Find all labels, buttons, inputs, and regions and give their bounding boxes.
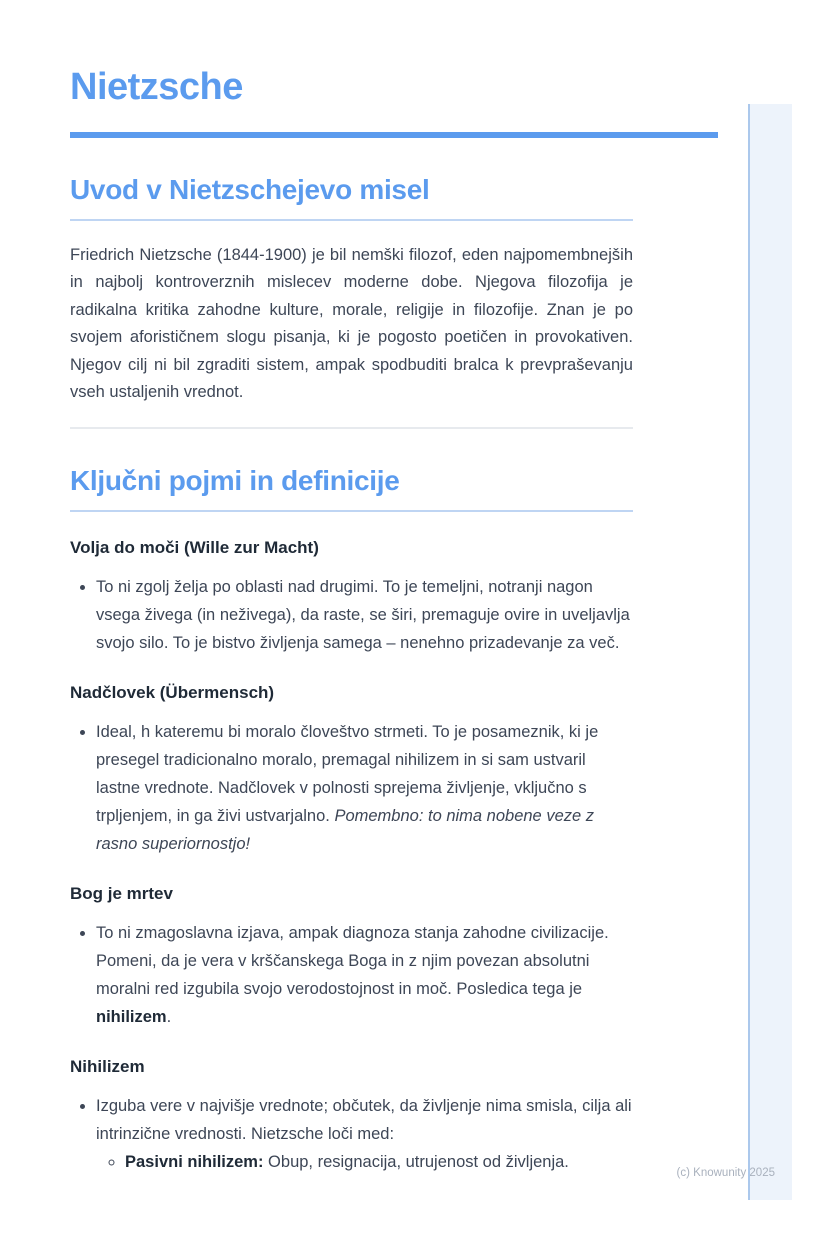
section-divider <box>70 427 633 429</box>
page-edge-strip <box>748 104 792 1200</box>
footer-copyright: (c) Knowunity 2025 <box>676 1167 775 1179</box>
term-heading-nihilizem: Nihilizem <box>70 1057 145 1077</box>
term-bullet-list <box>70 1092 633 1176</box>
intro-paragraph: Friedrich Nietzsche (1844-1900) je bil nemški filozof, eden najpomembnejših in najbolj kontroverznih mislecev moderne dobe. Njegova filozofija je radikalna kritika zahodne kulture, morale, religije in filozofije. Znan je po svojem aforističnem slogu pisanja, ki je pogosto poetičen in provokativen. Njegov cilj ni bil zgraditi sistem, ampak spodbuditi bralca k prevpraševanju vseh ustaljenih vrednot. <box>70 245 633 402</box>
document-content <box>70 66 633 1176</box>
bullet-item: • To ni zgolj želja po oblasti nad drugimi. To je temeljni, notranji nagon vsega živega (in neživega), da raste, se širi, premaguje ovire in uveljavlja svojo silo. To je bistvo življenja samega – nenehno prizadevanje za več. <box>96 573 633 657</box>
term-bullet-list <box>70 718 633 858</box>
sub-bullet-list <box>96 1148 633 1176</box>
bullet-item: • Ideal, h kateremu bi moralo človeštvo strmeti. To je posameznik, ki je presegel tradicionalno moralo, premagal nihilizem in si sam ustvaril lastne vrednote. Nadčlovek v polnosti sprejema življenje, vključno s trpljenjem, in ga živi ustvarjalno. Pomembno: to nima nobene veze z rasno superiornostjo! <box>96 718 633 858</box>
section-heading-intro: Uvod v Nietzschejevo misel <box>70 174 633 221</box>
title-rule <box>70 132 718 138</box>
term-heading-bog-je-mrtev: Bog je mrtev <box>70 884 173 904</box>
bullet-item: • To ni zmagoslavna izjava, ampak diagnoza stanja zahodne civilizacije. Pomeni, da je vera v krščanskega Boga in z njim povezan absolutni moralni red izgubila svojo verodostojnost in moč. Posledica tega je nihilizem. <box>96 919 633 1031</box>
section-heading-concepts: Ključni pojmi in definicije <box>70 465 633 512</box>
bullet-text: Izguba vere v najvišje vrednote; občutek, da življenje nima smisla, cilja ali intrinzične vrednosti. Nietzsche loči med: <box>96 1097 632 1144</box>
term-bullet-list <box>70 573 633 657</box>
bullet-item <box>96 1092 633 1176</box>
sub-bullet-item: ◦ Pasivni nihilizem: Obup, resignacija, utrujenost od življenja. <box>125 1148 633 1176</box>
term-heading-volja-do-moci: Volja do moči (Wille zur Macht) <box>70 538 319 558</box>
term-heading-nadclovek: Nadčlovek (Übermensch) <box>70 683 275 703</box>
term-bullet-list <box>70 919 633 1031</box>
page-title: Nietzsche <box>70 66 243 108</box>
